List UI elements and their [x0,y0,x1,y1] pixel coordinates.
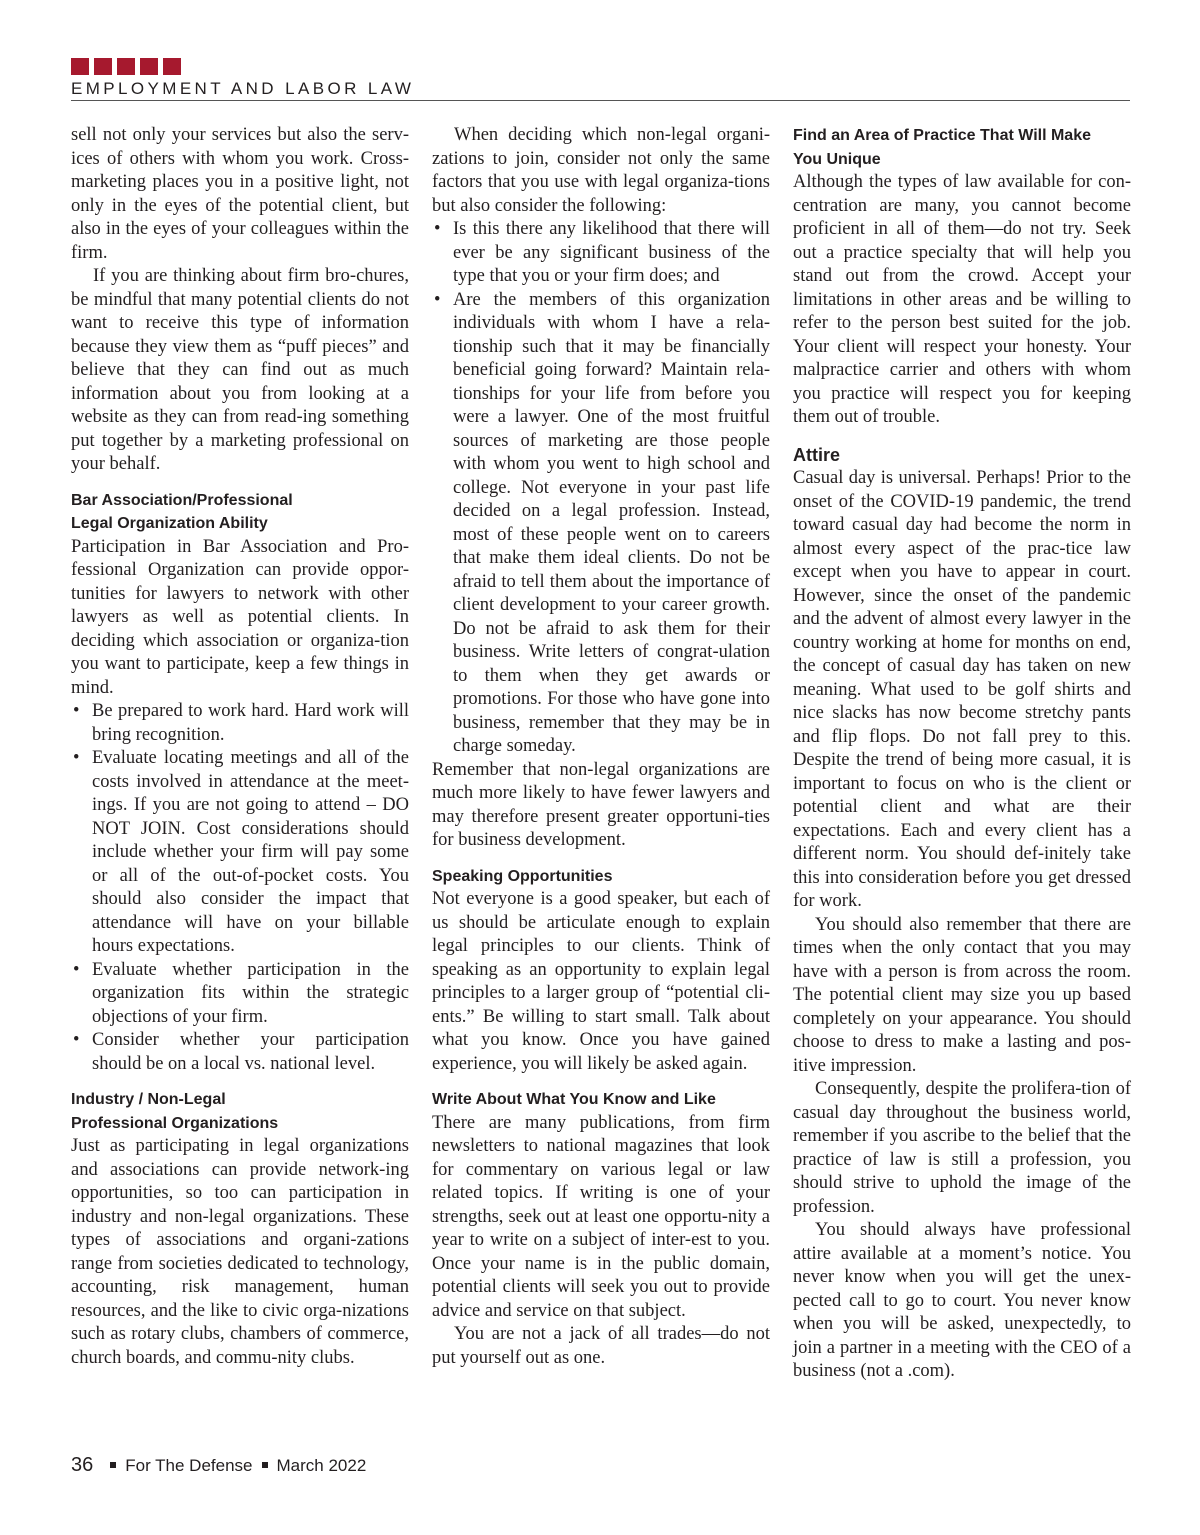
bullet-icon: • [73,748,80,768]
column-1 [71,124,409,1370]
accent-square [140,58,158,75]
subheading-line: Professional Organizations [71,1114,279,1132]
list-item-text: Are the members of this organization individuals with whom I have a rela-tionship such that it may be financially beneficial going forward? Maintain rela-tionships for your life from before you were a lawyer. One of the most fruitful sources of marketing are those people with whom you went to high school and college. Not everyone in your past life decided on a legal profession. Instead, most of these people went on to careers that make them ideal clients. Do not be afraid to tell them about the importance of client development to your career growth. Do not be afraid to ask them for their business. Write letters of congrat-ulation to them when they get awards or promotions. For those who have gone into business, remember that they may be in charge someday. [453,289,770,756]
subheading-line: Legal Organization Ability [71,515,268,532]
publication-name: For The Defense [125,1456,253,1475]
list-item [432,218,770,289]
bullet-icon: • [434,219,441,239]
paragraph: sell not only your services but also the serv-ices of others with whom you work. Cross-marketing places you in a positive light, not only in the eyes of the potential client, but also in the eyes of your colleagues within the firm. [71,125,409,263]
paragraph: Remember that non-legal organizations are much more likely to have fewer lawyers and may therefore present greater opportuni-ties for business development. [432,759,770,850]
accent-square [163,58,181,75]
header-accent-squares [71,58,181,75]
subheading-write: Write About What You Know and Like [432,1091,716,1108]
header-rule [71,100,1130,101]
paragraph: There are many publications, from firm newsletters to national magazines that look for commentary on various legal or law related topics. If writing is one of your strengths, seek out at least one opportu-nity a year to write on a subject of inter-est to you. Once your name is in the public domain, potential clients will seek you out to provide advice and service on that subject. [432,1112,770,1321]
list-item [432,289,770,759]
paragraph: Just as participating in legal organizations and associations can provide network-ing opportunities, so too can participation in industry and non-legal organizations. These types of associations and organi-zations range from societies dedicated to technology, accounting, risk management, human resources, and the like to civic orga-nizations such as rotary clubs, chambers of commerce, church boards, and commu-nity clubs. [71,1136,409,1368]
paragraph: Casual day is universal. Perhaps! Prior to the onset of the COVID-19 pandemic, the trend toward casual day had become the norm in almost every aspect of the prac-tice law except when you have to appear in court. However, since the onset of the pandemic and the advent of almost every lawyer in the country working at home for months on end, the concept of casual day has taken on new meaning. What used to be golf shirts and nice slacks has now become stretchy pants and flip flops. Do not fall prey to this. Despite the trend of being more casual, it is important to focus on who is the client or potential client and what are their expectations. Each and every client has a different norm. You should def-initely take this into consideration before you get dressed for work. [793,468,1131,911]
list-item [71,959,409,1030]
paragraph: You are not a jack of all trades—do not put yourself out as one. [432,1324,770,1368]
subheading-attire: Attire [793,444,841,465]
paragraph: Consequently, despite the prolifera-tion of casual day throughout the business world, remember if you ascribe to the belief that the practice of law is still a profession, you should strive to uphold the image of the profession. [793,1079,1131,1217]
paragraph: You should always have professional attire available at a moment’s notice. You never know when you will get the unex-pected call to go to court. You never know when you will be asked, unexpectedly, to join a partner in a meeting with the CEO of a business (not a .com). [793,1220,1131,1381]
paragraph: Not everyone is a good speaker, but each of us should be articulate enough to explain legal principles to our clients. Think of speaking as an opportunity to explain legal principles to a larger group of “potential cli-ents.” Be willing to start small. Talk about what you know. Once you have gained experience, you will likely be asked again. [432,889,770,1074]
list-item [71,747,409,959]
accent-square [117,58,135,75]
paragraph: If you are thinking about firm bro-chures, be mindful that many potential clients do not want to receive this type of information because they view them as “puff pieces” and believe that they can find out as much information about you from looking at a website as they can from read-ing something put together by a marketing professional on your behalf. [71,266,409,474]
bullet-icon: • [434,289,441,310]
paragraph: Although the types of law available for con-centration are many, you cannot become proficient in all of them—do not try. Seek out a practice specialty that will help you stand out from the crowd. Accept your limitations in other areas and be willing to refer to the person best suited for the job. Your client will respect your honesty. Your malpractice carrier and others with whom you practice will respect you for keeping them out of trouble. [793,172,1131,427]
list-item-text: Consider whether your participation should be on a local vs. national level. [92,1030,409,1074]
column-2 [432,124,770,1370]
column-3 [793,124,1131,1384]
list-item [71,1029,409,1076]
list-item-text: Evaluate locating meetings and all of the costs involved in attendance at the meet-ings. If you are not going to attend – DO NOT JOIN. Cost considerations should include whether your firm will pay some or all of the out-of-pocket costs. You should also consider the impact that attendance will have on your billable hours expectations. [92,748,409,956]
bullet-icon: • [73,1030,80,1050]
page-number: 36 [71,1454,94,1476]
section-title: EMPLOYMENT AND LABOR LAW [71,79,415,98]
subheading-line: Bar Association/Professional [71,491,293,509]
subheading-line: Find an Area of Practice That Will Make [793,127,1091,144]
bullet-icon: • [73,959,80,980]
issue-date: March 2022 [276,1456,367,1475]
list-item [71,700,409,747]
accent-square [71,58,89,75]
bullet-list [71,700,409,1076]
page-footer [71,1454,366,1477]
subheading-line: You Unique [793,150,881,168]
paragraph: When deciding which non-legal organi-zations to join, consider not only the same factors that you use with legal organiza-tions but also consider the following: [432,125,770,216]
list-item-text: Evaluate whether participation in the organization fits within the strategic objections of your firm. [92,959,409,1027]
subheading-area-of-practice [793,124,1131,171]
paragraph: You should also remember that there are times when the only contact that you may have with a person is from across the room. The potential client may size you up based completely on your appearance. You should choose to dress to make a lasting and pos-itive impression. [793,914,1131,1076]
subheading-speaking: Speaking Opportunities [432,867,613,885]
subheading-line: Industry / Non-Legal [71,1091,226,1108]
separator-icon [110,1462,116,1468]
list-item-text: Be prepared to work hard. Hard work will bring recognition. [92,701,409,745]
subheading-industry [71,1088,409,1135]
paragraph: Participation in Bar Association and Pro-fessional Organization can provide oppor-tunities for lawyers to network with other lawyers as well as potential clients. In deciding which association or organiza-tion you want to participate, keep a few things in mind. [71,536,409,698]
separator-icon [262,1462,268,1468]
bullet-list [432,218,770,759]
bullet-icon: • [73,701,80,721]
subheading-bar-association [71,489,409,536]
list-item-text: Is this there any likelihood that there will ever be any significant business of the type that you or your firm does; and [453,219,770,286]
accent-square [94,58,112,75]
